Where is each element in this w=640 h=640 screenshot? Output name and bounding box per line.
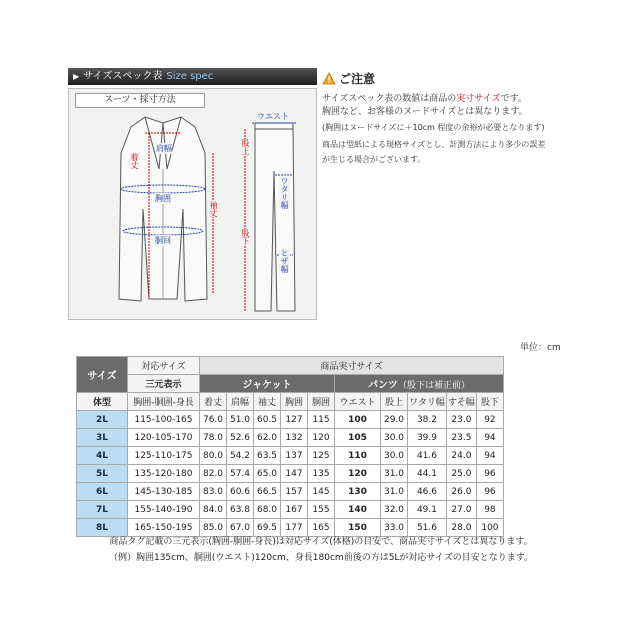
table-row xyxy=(77,447,504,465)
sangen-header: 三元表示 xyxy=(128,375,200,393)
pants-header: パンツ（股下は補正前） xyxy=(335,375,504,393)
waist-label: ウエスト xyxy=(257,112,289,121)
notes-section xyxy=(322,70,572,166)
table-row xyxy=(77,483,504,501)
jacket-value-cell: 62.0 xyxy=(254,429,281,447)
pants-value-cell: 130 xyxy=(335,483,381,501)
jacket-value-cell: 145 xyxy=(308,483,335,501)
size-cell: 4L xyxy=(77,447,128,465)
pants-value-cell: 31.0 xyxy=(381,483,408,501)
combo-cell: 155-140-190 xyxy=(128,501,200,519)
notes-highlight: 実寸サイズ xyxy=(456,94,501,104)
combo-cell: 120-105-170 xyxy=(128,429,200,447)
jacket-value-cell: 52.6 xyxy=(227,429,254,447)
combo-cell: 125-110-175 xyxy=(128,447,200,465)
belly-label: 胴回 xyxy=(155,236,171,245)
jacket-value-cell: 60.5 xyxy=(254,411,281,429)
pants-value-cell: 92 xyxy=(476,411,503,429)
jacket-value-cell: 63.5 xyxy=(254,447,281,465)
pants-value-cell: 96 xyxy=(476,483,503,501)
notes-line-3: (胸囲はヌードサイズに＋10cm 程度の余裕が必要となります) xyxy=(322,123,545,132)
actual-size-header: 商品実寸サイズ xyxy=(200,357,504,375)
jacket-value-cell: 76.0 xyxy=(200,411,227,429)
jacket-value-cell: 60.6 xyxy=(227,483,254,501)
pants-value-cell: 24.0 xyxy=(446,447,476,465)
jacket-value-cell: 84.0 xyxy=(200,501,227,519)
pants-value-cell: 26.0 xyxy=(446,483,476,501)
jacket-value-cell: 132 xyxy=(281,429,308,447)
size-cell: 8L xyxy=(77,519,128,537)
pants-value-cell: 23.5 xyxy=(446,429,476,447)
table-row xyxy=(77,429,504,447)
jacket-value-cell: 135 xyxy=(308,465,335,483)
table-column-row xyxy=(77,393,504,411)
notes-line-1: サイズスペック表の数値は商品の実寸サイズです。 xyxy=(322,94,527,104)
notes-line-2: 胸囲など、お客様のヌードサイズとは異なります。 xyxy=(322,107,528,117)
jacket-value-cell: 137 xyxy=(281,447,308,465)
sleeve-label: 袖丈 xyxy=(209,201,218,217)
pants-value-cell: 100 xyxy=(335,411,381,429)
pants-value-cell: 30.0 xyxy=(381,447,408,465)
jacket-value-cell: 63.8 xyxy=(227,501,254,519)
pants-value-cell: 28.0 xyxy=(446,519,476,537)
pants-value-cell: 44.1 xyxy=(408,465,447,483)
jacket-value-cell: 65.0 xyxy=(254,465,281,483)
rise-label: 股上 xyxy=(241,139,250,155)
size-header: サイズ xyxy=(77,357,128,393)
taio-header: 対応サイズ xyxy=(128,357,200,375)
pants-value-cell: 120 xyxy=(335,465,381,483)
jacket-col-header: 着丈 xyxy=(200,393,227,411)
combo-cell: 115-100-165 xyxy=(128,411,200,429)
pants-value-cell: 110 xyxy=(335,447,381,465)
size-cell: 6L xyxy=(77,483,128,501)
diagram-title: スーツ・採寸方法 xyxy=(75,93,205,108)
pants-value-cell: 23.0 xyxy=(446,411,476,429)
jacket-value-cell: 125 xyxy=(308,447,335,465)
combo-cell: 165-150-195 xyxy=(128,519,200,537)
pants-outline xyxy=(255,129,295,311)
inseam-label: 股下 xyxy=(241,229,250,245)
jacket-value-cell: 51.0 xyxy=(227,411,254,429)
pants-col-header: 股下 xyxy=(476,393,503,411)
jacket-col-header: 肩幅 xyxy=(227,393,254,411)
triangle-right-icon: ▶ xyxy=(73,72,80,81)
measurement-diagram xyxy=(68,88,317,320)
combo-cell: 135-120-180 xyxy=(128,465,200,483)
unit-label: 単位：cm xyxy=(520,343,561,353)
table-header-row-1 xyxy=(77,357,504,375)
pants-waistband xyxy=(255,123,293,129)
hem-label: ヒザ幅 xyxy=(280,249,289,273)
pants-value-cell: 32.0 xyxy=(381,501,408,519)
pants-value-cell: 150 xyxy=(335,519,381,537)
jacket-value-cell: 66.5 xyxy=(254,483,281,501)
size-cell: 2L xyxy=(77,411,128,429)
pants-value-cell: 41.6 xyxy=(408,447,447,465)
jacket-value-cell: 68.0 xyxy=(254,501,281,519)
jacket-value-cell: 127 xyxy=(281,411,308,429)
pants-value-cell: 33.0 xyxy=(381,519,408,537)
size-cell: 7L xyxy=(77,501,128,519)
jacket-value-cell: 157 xyxy=(281,483,308,501)
notes-line-4: 商品は型紙による規格サイズとし、計測方法により多少の誤差 xyxy=(322,140,546,149)
notes-title-row xyxy=(322,70,572,87)
table-header-row-2 xyxy=(77,375,504,393)
pants-col-header: すそ幅 xyxy=(446,393,476,411)
pants-value-cell: 140 xyxy=(335,501,381,519)
pants-value-cell: 39.9 xyxy=(408,429,447,447)
table-row xyxy=(77,411,504,429)
jacket-value-cell: 69.5 xyxy=(254,519,281,537)
jacket-col-header: 胴囲 xyxy=(308,393,335,411)
pants-value-cell: 38.2 xyxy=(408,411,447,429)
pants-value-cell: 46.6 xyxy=(408,483,447,501)
pants-value-cell: 51.6 xyxy=(408,519,447,537)
pants-value-cell: 29.0 xyxy=(381,411,408,429)
spec-title: サイズスペック表 xyxy=(83,71,163,82)
jacket-value-cell: 80.0 xyxy=(200,447,227,465)
jacket-value-cell: 82.0 xyxy=(200,465,227,483)
chest-label: 胸囲 xyxy=(155,194,171,203)
jacket-value-cell: 78.0 xyxy=(200,429,227,447)
thigh-label: ワタリ幅 xyxy=(280,177,289,209)
pants-value-cell: 49.1 xyxy=(408,501,447,519)
spec-header xyxy=(68,68,317,85)
notes-line-5: が生じる場合がございます。 xyxy=(322,155,426,164)
combo-cell: 145-130-185 xyxy=(128,483,200,501)
pants-value-cell: 25.0 xyxy=(446,465,476,483)
jacket-value-cell: 155 xyxy=(308,501,335,519)
jacket-col-header: 袖丈 xyxy=(254,393,281,411)
spec-subtitle: Size spec xyxy=(166,71,214,82)
pants-value-cell: 96 xyxy=(476,465,503,483)
body-header: 体型 xyxy=(77,393,128,411)
length-label: 着丈 xyxy=(130,153,139,169)
jacket-value-cell: 115 xyxy=(308,411,335,429)
pants-value-cell: 105 xyxy=(335,429,381,447)
jacket-value-cell: 165 xyxy=(308,519,335,537)
size-cell: 3L xyxy=(77,429,128,447)
table-row xyxy=(77,465,504,483)
notes-title: ご注意 xyxy=(339,72,376,86)
pants-col-header: ワタリ幅 xyxy=(408,393,447,411)
pants-value-cell: 94 xyxy=(476,429,503,447)
pants-value-cell: 98 xyxy=(476,501,503,519)
warning-icon xyxy=(322,72,336,85)
size-cell: 5L xyxy=(77,465,128,483)
jacket-value-cell: 167 xyxy=(281,501,308,519)
jacket-value-cell: 54.2 xyxy=(227,447,254,465)
jacket-value-cell: 85.0 xyxy=(200,519,227,537)
combo-header: 胸囲-胴囲-身長 xyxy=(128,393,200,411)
jacket-value-cell: 83.0 xyxy=(200,483,227,501)
pants-value-cell: 94 xyxy=(476,447,503,465)
jacket-header: ジャケット xyxy=(200,375,335,393)
jacket-col-header: 胸囲 xyxy=(281,393,308,411)
pants-col-header: ウエスト xyxy=(335,393,381,411)
pants-value-cell: 100 xyxy=(476,519,503,537)
size-spec-table xyxy=(76,356,504,537)
pants-value-cell: 31.0 xyxy=(381,465,408,483)
pants-col-header: 股上 xyxy=(381,393,408,411)
jacket-value-cell: 57.4 xyxy=(227,465,254,483)
footnote-1: 商品タグ記載の三元表示(胸囲-胴囲-身長)は対応サイズ(体格)の目安で、商品実寸サイズとは異なります。 xyxy=(109,537,533,547)
pants-value-cell: 30.0 xyxy=(381,429,408,447)
table-row xyxy=(77,501,504,519)
footnote-2: （例）胸囲135cm、胴囲(ウエスト)120cm、身長180cm前後の方は5Lが対応サイズの目安となります。 xyxy=(108,553,533,563)
jacket-value-cell: 120 xyxy=(308,429,335,447)
jacket-value-cell: 177 xyxy=(281,519,308,537)
pants-value-cell: 27.0 xyxy=(446,501,476,519)
shoulder-label: 肩幅 xyxy=(156,144,172,153)
jacket-value-cell: 147 xyxy=(281,465,308,483)
jacket-value-cell: 67.0 xyxy=(227,519,254,537)
